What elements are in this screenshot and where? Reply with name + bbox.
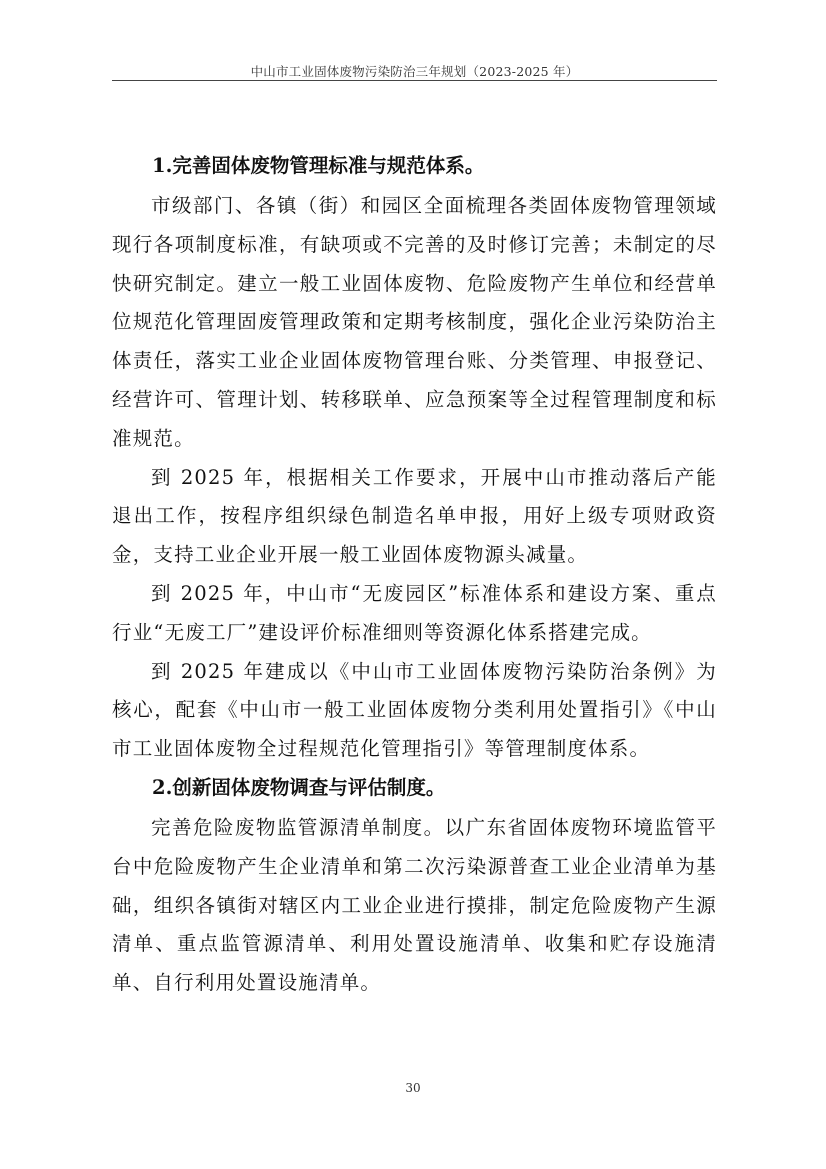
paragraph: 到 2025 年，中山市“无废园区”标准体系和建设方案、重点行业“无废工厂”建设评价标准细则等资源化体系搭建完成。 xyxy=(112,581,717,644)
header-divider xyxy=(112,80,717,81)
paragraph: 到 2025 年，根据相关工作要求，开展中山市推动落后产能退出工作，按程序组织绿色制造名单申报，用好上级专项财政资金，支持工业企业开展一般工业固体废物源头减量。 xyxy=(112,465,717,567)
paragraph: 完善危险废物监管源清单制度。以广东省固体废物环境监管平台中危险废物产生企业清单和第二次污染源普查工业企业清单为基础，组织各镇街对辖区内工业企业进行摸排，制定危险废物产生源清单、重点监管源清单、利用处置设施清单、收集和贮存设施清单、自行利用处置设施清单。 xyxy=(112,815,717,995)
page-number: 30 xyxy=(405,1081,421,1095)
section-heading-1: 1.完善固体废物管理标准与规范体系。 xyxy=(152,154,485,177)
document-body xyxy=(112,147,717,1003)
paragraph: 到 2025 年建成以《中山市工业固体废物污染防治条例》为核心，配套《中山市一般工业固体废物分类利用处置指引》《中山市工业固体废物全过程规范化管理指引》等管理制度体系。 xyxy=(112,659,717,761)
paragraph: 市级部门、各镇（街）和园区全面梳理各类固体废物管理领域现行各项制度标准，有缺项或不完善的及时修订完善；未制定的尽快研究制定。建立一般工业固体废物、危险废物产生单位和经营单位规范化管理固废管理政策和定期考核制度，强化企业污染防治主体责任，落实工业企业固体废物管理台账、分类管理、申报登记、经营许可、管理计划、转移联单、应急预案等全过程管理制度和标准规范。 xyxy=(112,194,717,450)
section-heading-2: 2.创新固体废物调查与评估制度。 xyxy=(152,775,446,799)
running-header: 中山市工业固体废物污染防治三年规划（2023-2025 年） xyxy=(250,64,579,79)
